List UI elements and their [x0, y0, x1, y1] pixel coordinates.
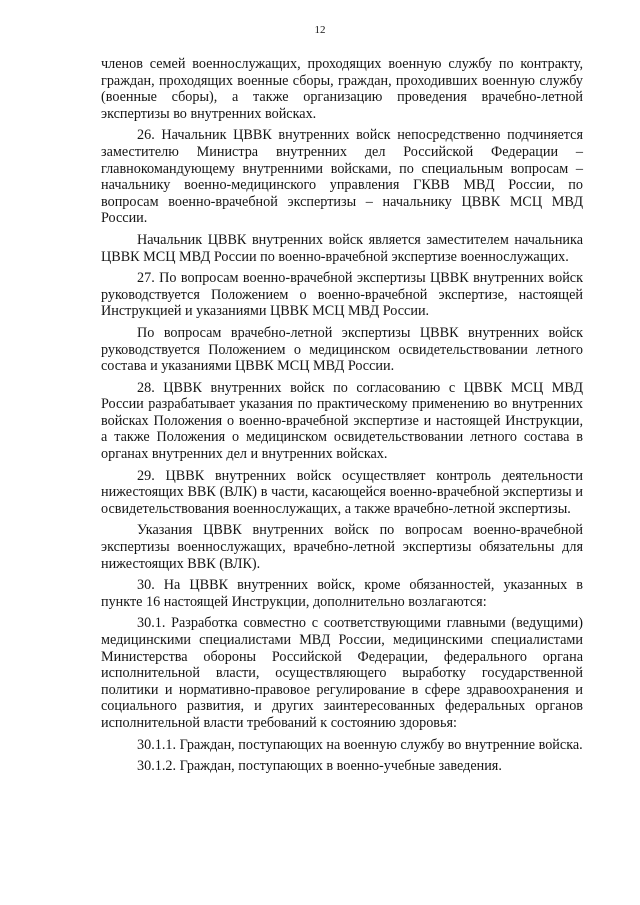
paragraph-30-1: 30.1. Разработка совместно с соответствующими главными (ведущими) медицинскими специалистами МВД России, медицинскими специалистами Министерства обороны Российской Федерации, федерального органа исполнительной власти, осуществляющего выработку государственной политики и нормативно-правовое регулирование в сфере здравоохранения и социального развития, и других заинтересованных федеральных органов исполнительной власти требований к состоянию здоровья: — [101, 615, 583, 731]
document-body — [101, 56, 583, 775]
paragraph-29: 29. ЦВВК внутренних войск осуществляет контроль деятельности нижестоящих ВВК (ВЛК) в части, касающейся военно-врачебной экспертизы и освидетельствования военнослужащих, а также врачебно-летной экспертизы. — [101, 467, 583, 517]
page-number: 12 — [314, 24, 326, 36]
paragraph-26-deputy: Начальник ЦВВК внутренних войск является заместителем начальника ЦВВК МСЦ МВД России по военно-врачебной экспертизе военнослужащих. — [101, 231, 583, 265]
paragraph-27-flight: По вопросам врачебно-летной экспертизы ЦВВК внутренних войск руководствуется Положением о медицинском освидетельствовании летного состава и указаниями ЦВВК МСЦ МВД России. — [101, 324, 583, 375]
paragraph-continuation: членов семей военнослужащих, проходящих военную службу по контракту, граждан, проходящих военные сборы, граждан, проходивших военную службу (военные сборы), а также организацию проведения врачебно-летной экспертизы во внутренних войсках. — [101, 56, 583, 122]
paragraph-27: 27. По вопросам военно-врачебной экспертизы ЦВВК внутренних войск руководствуется Положением о военно-врачебной экспертизе, настоящей Инструкцией и указаниями ЦВВК МСЦ МВД России. — [101, 270, 583, 320]
paragraph-30: 30. На ЦВВК внутренних войск, кроме обязанностей, указанных в пункте 16 настоящей Инструкции, дополнительно возлагаются: — [101, 577, 583, 610]
paragraph-29-instructions: Указания ЦВВК внутренних войск по вопросам военно-врачебной экспертизы военнослужащих, врачебно-летной экспертизы обязательны для нижестоящих ВВК (ВЛК). — [101, 522, 583, 572]
paragraph-30-1-2: 30.1.2. Граждан, поступающих в военно-учебные заведения. — [137, 758, 502, 775]
paragraph-30-1-1: 30.1.1. Граждан, поступающих на военную службу во внутренние войска. — [137, 736, 583, 753]
paragraph-28: 28. ЦВВК внутренних войск по согласованию с ЦВВК МСЦ МВД России разрабатывает указания по практическому применению во внутренних войсках Положения о военно-врачебной экспертизе и настоящей Инструкции, а также Положения о медицинском освидетельствовании летного состава в органах внутренних дел и внутренних войсках. — [101, 379, 583, 463]
paragraph-26: 26. Начальник ЦВВК внутренних войск непосредственно подчиняется заместителю Министра внутренних дел Российской Федерации – главнокомандующему внутренними войсками, по специальным вопросам – начальнику военно-медицинского управления ГКВВ МВД России, по вопросам военно-врачебной экспертизы – начальнику ЦВВК МСЦ МВД России. — [101, 127, 583, 227]
